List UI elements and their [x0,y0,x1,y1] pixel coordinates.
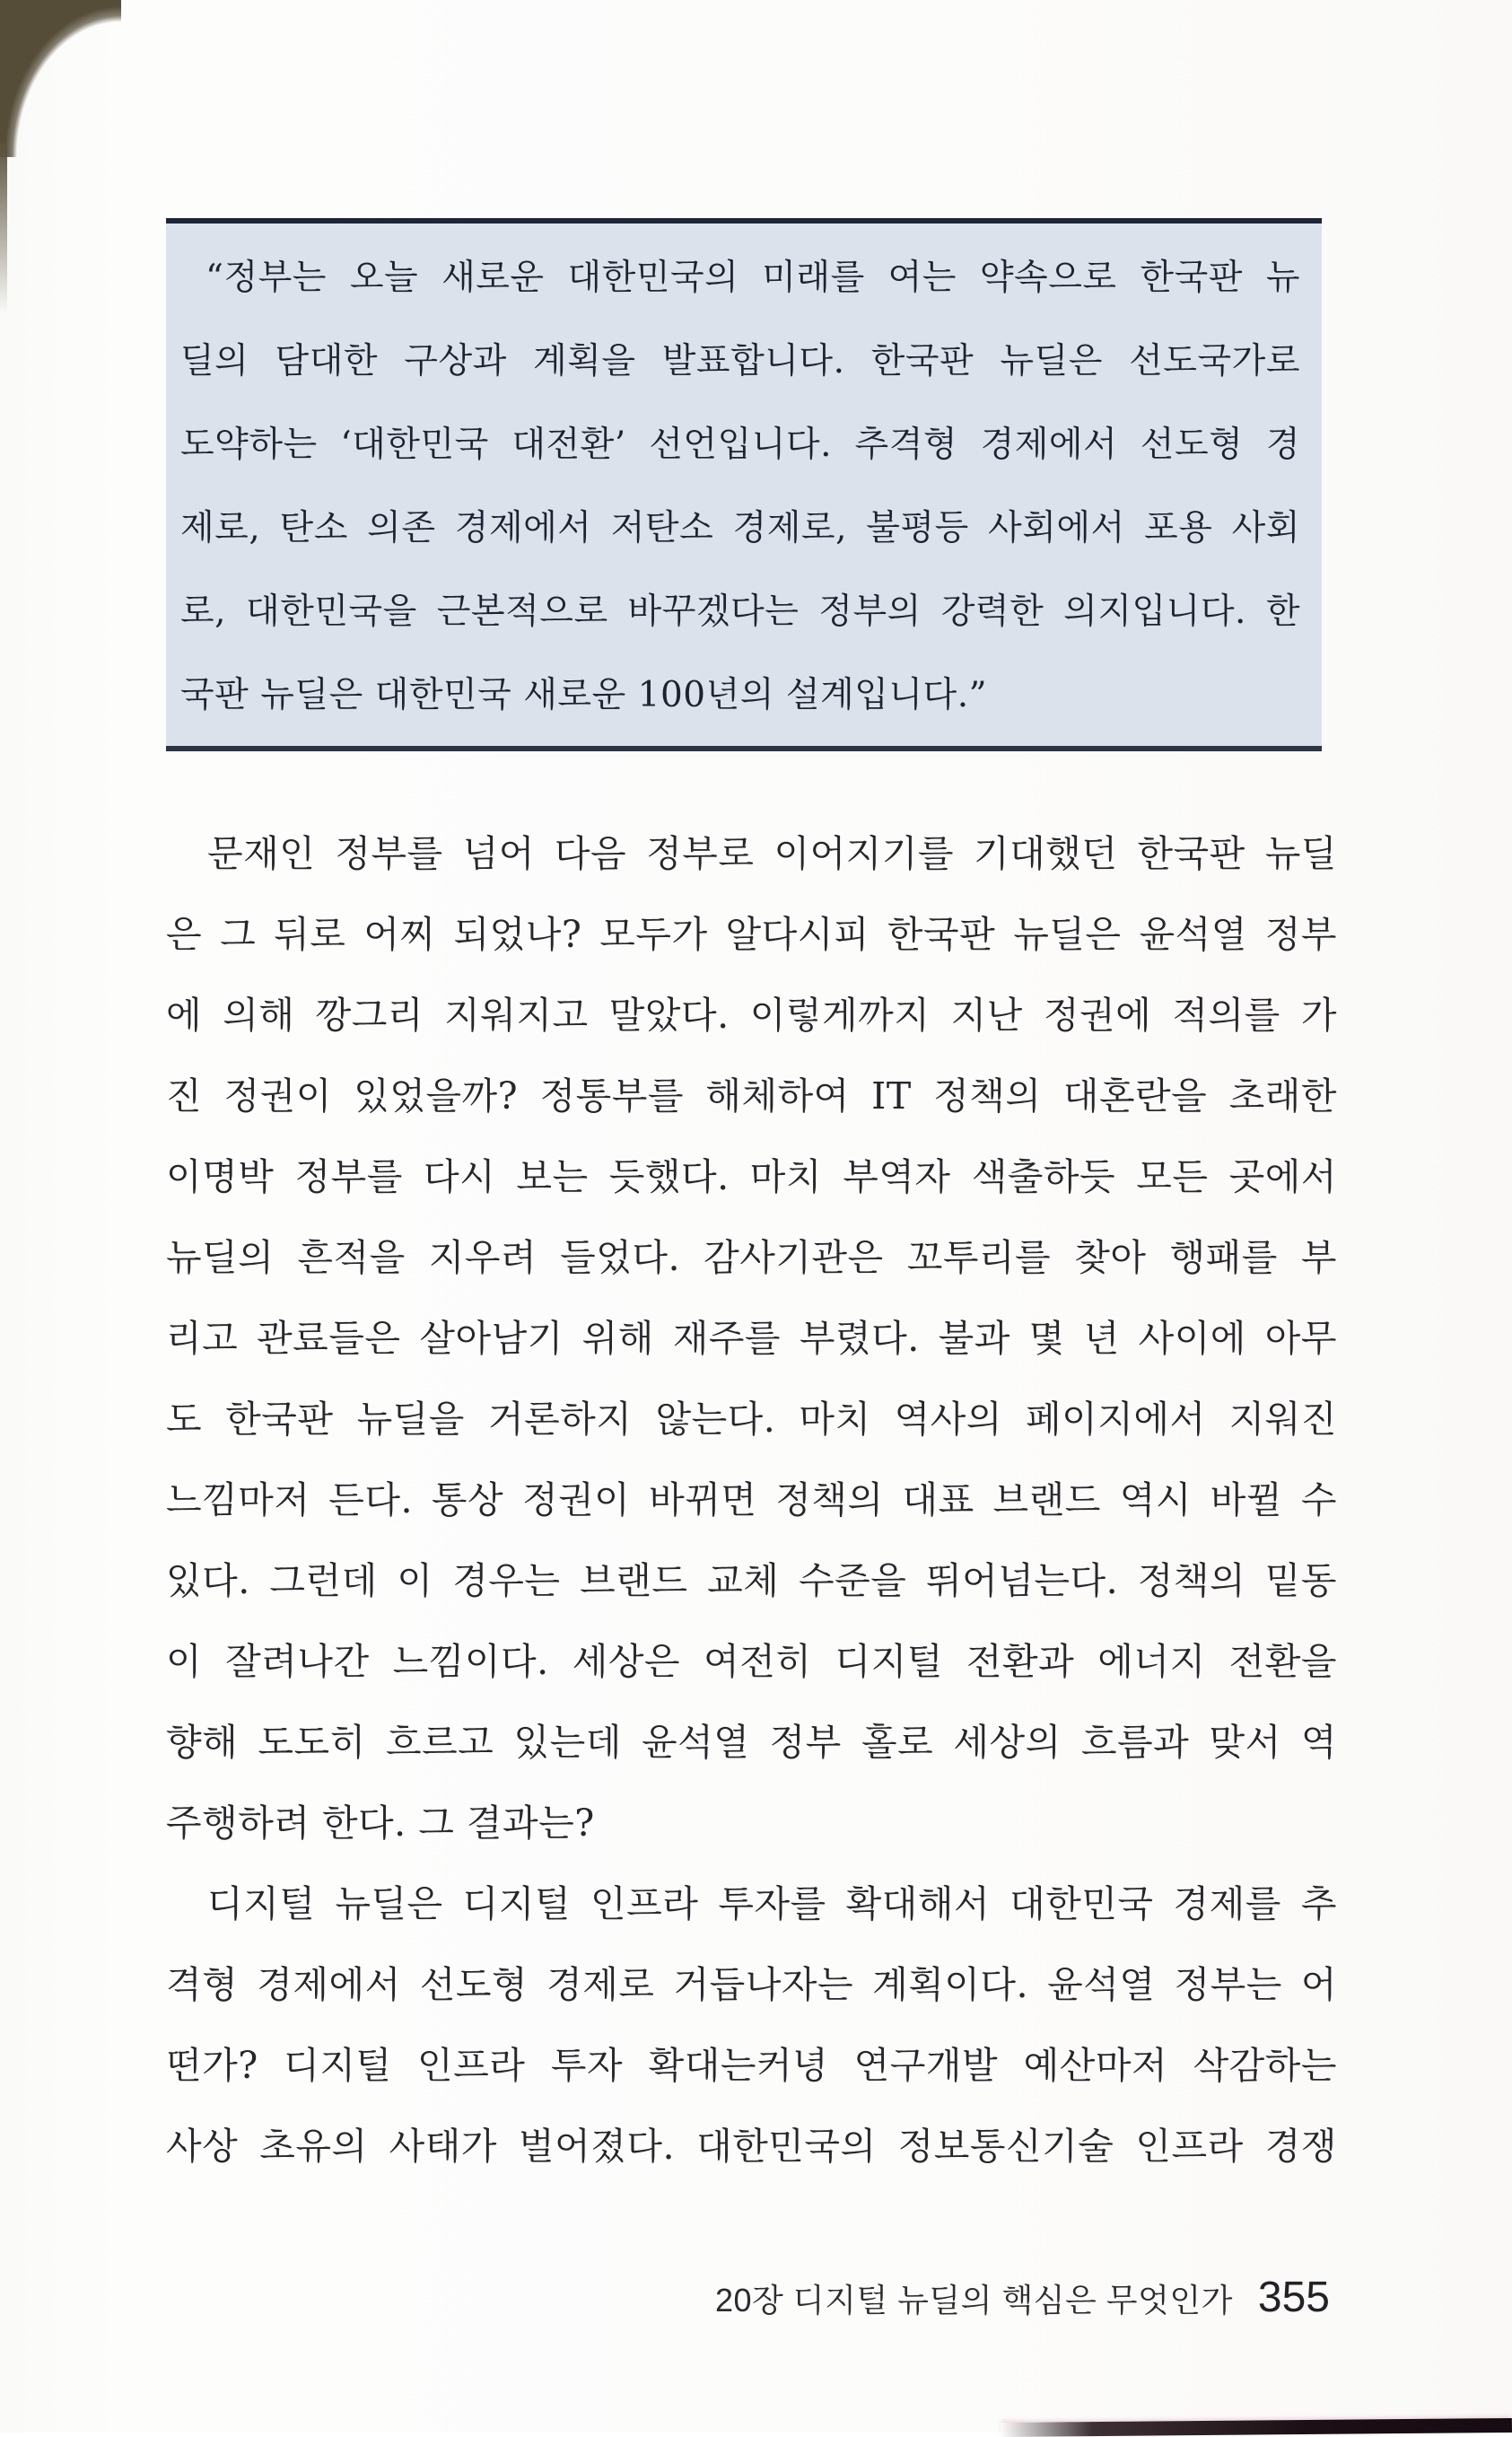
body-line: 도 한국판 뉴딜을 거론하지 않는다. 마치 역사의 페이지에서 지워진 [166,1398,1337,1441]
running-footer-chapter-title: 20장 디지털 뉴딜의 핵심은 무엇인가 [714,2282,1233,2319]
quote-line: 도약하는 ‘대한민국 대전환’ 선언입니다. 추격형 경제에서 선도형 경 [180,425,1300,465]
body-line: 격형 경제에서 선도형 경제로 거듭나자는 계획이다. 윤석열 정부는 어 [166,1963,1337,2006]
quote-block [166,218,1322,751]
body-line: 주행하려 한다. 그 결과는? [166,1801,595,1845]
quote-line: 로, 대한민국을 근본적으로 바꾸겠다는 정부의 강력한 의지입니다. 한 [180,592,1300,632]
body-line: 이 잘려나간 느낌이다. 세상은 여전히 디지털 전환과 에너지 전환을 [166,1640,1337,1683]
body-line: 이명박 정부를 다시 보는 듯했다. 마치 부역자 색출하듯 모든 곳에서 [166,1155,1337,1198]
body-line: 느낌마저 든다. 통상 정권이 바뀌면 정책의 대표 브랜드 역시 바뀔 수 [166,1478,1337,1521]
page-footer [715,2273,1330,2322]
body-line: 리고 관료들은 살아남기 위해 재주를 부렸다. 불과 몇 년 사이에 아무 [166,1317,1337,1360]
body-line: 문재인 정부를 넘어 다음 정부로 이어지기를 기대했던 한국판 뉴딜 [207,832,1337,875]
quote-line: 딜의 담대한 구상과 계획을 발표합니다. 한국판 뉴딜은 선도국가로 [180,341,1300,381]
page-number: 355 [1257,2274,1330,2321]
body-line: 있다. 그런데 이 경우는 브랜드 교체 수준을 뛰어넘는다. 정책의 밑동 [166,1559,1337,1602]
photo-corner-shadow [0,0,121,157]
body-line: 은 그 뒤로 어찌 되었나? 모두가 알다시피 한국판 뉴딜은 윤석열 정부 [166,913,1337,956]
body-line: 진 정권이 있었을까? 정통부를 해체하여 IT 정책의 대혼란을 초래한 [166,1074,1337,1118]
body-line: 떤가? 디지털 인프라 투자 확대는커녕 연구개발 예산마저 삭감하는 [166,2044,1337,2087]
photo-left-edge-shadow [0,144,7,314]
body-text [166,813,1337,2187]
body-line: 향해 도도히 흐르고 있는데 윤석열 정부 홀로 세상의 흐름과 맞서 역 [166,1721,1337,1764]
body-line: 디지털 뉴딜은 디지털 인프라 투자를 확대해서 대한민국 경제를 추 [207,1882,1337,1925]
body-line: 사상 초유의 사태가 벌어졌다. 대한민국의 정보통신기술 인프라 경쟁 [166,2125,1337,2168]
quote-line: 국판 뉴딜은 대한민국 새로운 100년의 설계입니다.” [180,675,988,715]
body-line: 에 의해 깡그리 지워지고 말았다. 이렇게까지 지난 정권에 적의를 가 [166,994,1337,1037]
quote-line: “정부는 오늘 새로운 대한민국의 미래를 여는 약속으로 한국판 뉴 [205,258,1300,298]
photo-bottom-edge-shadow [1001,2418,1512,2437]
body-line: 뉴딜의 흔적을 지우려 들었다. 감사기관은 꼬투리를 찾아 행패를 부 [166,1236,1337,1279]
quote-line: 제로, 탄소 의존 경제에서 저탄소 경제로, 불평등 사회에서 포용 사회 [180,508,1300,548]
